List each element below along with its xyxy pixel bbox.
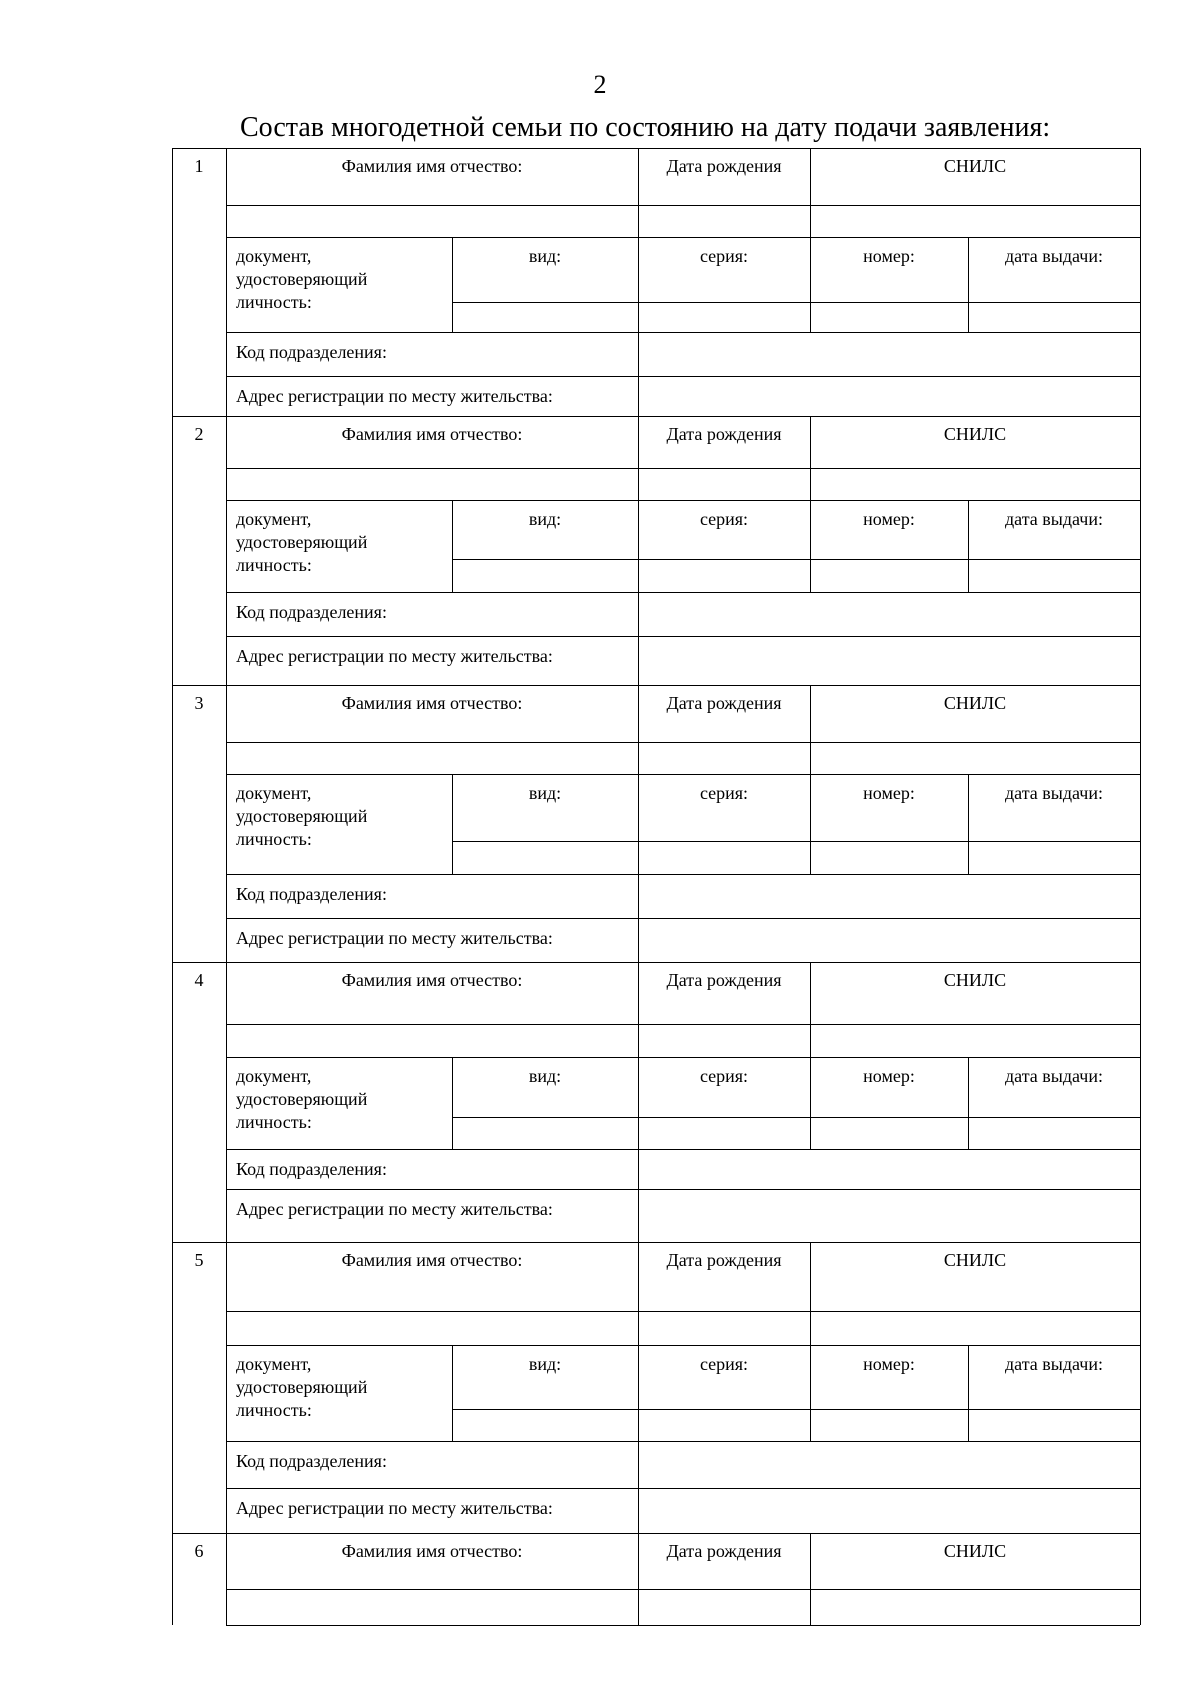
number-column-border: [226, 1242, 227, 1533]
issue-date-label: дата выдачи:: [1005, 1066, 1103, 1086]
fio-input[interactable]: [227, 206, 637, 236]
doc-type-label: вид:: [528, 509, 562, 529]
series-label: серия:: [699, 783, 749, 803]
page-bottom-border: [226, 1625, 1140, 1626]
issue-date-label: дата выдачи:: [1005, 509, 1103, 529]
block-right-border: [1140, 148, 1141, 416]
number-column-border: [226, 962, 227, 1242]
birth-date-label: Дата рождения: [666, 156, 782, 176]
snils-label: СНИЛС: [943, 424, 1007, 444]
address-input[interactable]: [639, 1190, 1139, 1241]
doc-label-line3: личность:: [236, 829, 312, 849]
series-input[interactable]: [639, 303, 809, 331]
issue-date-input[interactable]: [969, 303, 1139, 331]
address-label: Адрес регистрации по месту жительства:: [236, 1199, 553, 1219]
division-code-label: Код подразделения:: [236, 342, 387, 362]
block-left-border: [172, 416, 173, 685]
fio-label: Фамилия имя отчество:: [341, 424, 523, 444]
doc-label-line3: личность:: [236, 1112, 312, 1132]
fio-label: Фамилия имя отчество:: [341, 156, 523, 176]
doc-label-line1: документ,: [236, 509, 312, 529]
birth-date-label: Дата рождения: [666, 693, 782, 713]
doc-label-line2: удостоверяющий: [236, 1377, 368, 1397]
issue-date-label: дата выдачи:: [1005, 783, 1103, 803]
doc-label-line3: личность:: [236, 555, 312, 575]
snils-input[interactable]: [811, 1025, 1139, 1056]
fio-value-divider: [226, 1057, 1140, 1058]
division-code-label: Код подразделения:: [236, 602, 387, 622]
member-number: 5: [194, 1250, 204, 1270]
fio-value-divider: [226, 237, 1140, 238]
block-top-border: [172, 416, 1140, 417]
division-code-input[interactable]: [639, 875, 1139, 917]
fio-value-divider: [226, 1345, 1140, 1346]
form-title: Состав многодетной семьи по состоянию на дату подачи заявления:: [240, 112, 1051, 143]
doc-label-line2: удостоверяющий: [236, 1089, 368, 1109]
doc-label-line1: документ,: [236, 1066, 312, 1086]
number-label: номер:: [863, 509, 915, 529]
block-left-border: [172, 1242, 173, 1533]
fio-input[interactable]: [227, 1590, 637, 1624]
series-input[interactable]: [639, 1118, 809, 1148]
fio-label: Фамилия имя отчество:: [341, 1541, 523, 1561]
number-label: номер:: [863, 783, 915, 803]
member-number: 6: [194, 1541, 204, 1561]
block-right-border: [1140, 1242, 1141, 1533]
doc-type-label: вид:: [528, 1354, 562, 1374]
issue-date-label: дата выдачи:: [1005, 246, 1103, 266]
series-label: серия:: [699, 246, 749, 266]
birth-date-label: Дата рождения: [666, 424, 782, 444]
series-label: серия:: [699, 509, 749, 529]
fio-label: Фамилия имя отчество:: [341, 1250, 523, 1270]
issue-date-input[interactable]: [969, 842, 1139, 873]
snils-input[interactable]: [811, 1590, 1139, 1624]
doc-type-label: вид:: [528, 246, 562, 266]
division-code-label: Код подразделения:: [236, 1451, 387, 1471]
member-number: 2: [194, 424, 204, 444]
snils-label: СНИЛС: [943, 693, 1007, 713]
address-label: Адрес регистрации по месту жительства:: [236, 928, 553, 948]
division-code-input[interactable]: [639, 333, 1139, 375]
doc-number-input[interactable]: [811, 1118, 967, 1148]
number-column-border: [226, 416, 227, 685]
member-number: 3: [194, 693, 204, 713]
snils-label: СНИЛС: [943, 1250, 1007, 1270]
series-input[interactable]: [639, 560, 809, 591]
block-right-border: [1140, 1533, 1141, 1625]
division-code-label: Код подразделения:: [236, 884, 387, 904]
division-code-input[interactable]: [639, 593, 1139, 635]
doc-label-line1: документ,: [236, 783, 312, 803]
birth-date-input[interactable]: [639, 206, 809, 236]
doc-label-line3: личность:: [236, 1400, 312, 1420]
fio-value-divider: [226, 500, 1140, 501]
doc-type-input[interactable]: [453, 1410, 637, 1440]
address-input[interactable]: [639, 377, 1139, 415]
address-input[interactable]: [639, 1489, 1139, 1532]
doc-type-label: вид:: [528, 783, 562, 803]
block-right-border: [1140, 685, 1141, 962]
doc-label-line2: удостоверяющий: [236, 269, 368, 289]
birth-date-input[interactable]: [639, 1312, 809, 1344]
doc-type-input[interactable]: [453, 303, 637, 331]
number-label: номер:: [863, 1354, 915, 1374]
block-top-border: [172, 148, 1140, 149]
birth-date-label: Дата рождения: [666, 1541, 782, 1561]
issue-date-input[interactable]: [969, 1410, 1139, 1440]
series-label: серия:: [699, 1354, 749, 1374]
fio-input[interactable]: [227, 469, 637, 499]
division-code-label: Код подразделения:: [236, 1159, 387, 1179]
doc-number-input[interactable]: [811, 560, 967, 591]
issue-date-input[interactable]: [969, 560, 1139, 591]
doc-label-line3: личность:: [236, 292, 312, 312]
birth-date-input[interactable]: [639, 1590, 809, 1624]
snils-input[interactable]: [811, 1312, 1139, 1344]
doc-label-line2: удостоверяющий: [236, 806, 368, 826]
doc-label-line2: удостоверяющий: [236, 532, 368, 552]
number-column-border: [226, 685, 227, 962]
doc-type-input[interactable]: [453, 842, 637, 873]
snils-label: СНИЛС: [943, 970, 1007, 990]
series-input[interactable]: [639, 842, 809, 873]
fio-input[interactable]: [227, 743, 637, 773]
birth-date-label: Дата рождения: [666, 970, 782, 990]
division-code-input[interactable]: [639, 1442, 1139, 1487]
doc-type-label: вид:: [528, 1066, 562, 1086]
block-top-border: [172, 962, 1140, 963]
block-top-border: [172, 1533, 1140, 1534]
birth-date-input[interactable]: [639, 469, 809, 499]
snils-label: СНИЛС: [943, 156, 1007, 176]
series-input[interactable]: [639, 1410, 809, 1440]
fio-label: Фамилия имя отчество:: [341, 693, 523, 713]
series-label: серия:: [699, 1066, 749, 1086]
member-number: 1: [194, 156, 204, 176]
fio-input[interactable]: [227, 1025, 637, 1056]
block-left-border: [172, 962, 173, 1242]
block-right-border: [1140, 416, 1141, 685]
issue-date-label: дата выдачи:: [1005, 1354, 1103, 1374]
snils-input[interactable]: [811, 206, 1139, 236]
fio-value-divider: [226, 774, 1140, 775]
fio-label: Фамилия имя отчество:: [341, 970, 523, 990]
block-top-border: [172, 1242, 1140, 1243]
issue-date-input[interactable]: [969, 1118, 1139, 1148]
doc-label-line1: документ,: [236, 246, 312, 266]
division-code-input[interactable]: [639, 1150, 1139, 1188]
block-top-border: [172, 685, 1140, 686]
number-label: номер:: [863, 1066, 915, 1086]
snils-input[interactable]: [811, 469, 1139, 499]
address-label: Адрес регистрации по месту жительства:: [236, 646, 553, 666]
address-label: Адрес регистрации по месту жительства:: [236, 386, 553, 406]
doc-label-line1: документ,: [236, 1354, 312, 1374]
doc-number-input[interactable]: [811, 842, 967, 873]
block-left-border: [172, 685, 173, 962]
block-right-border: [1140, 962, 1141, 1242]
member-number: 4: [194, 970, 204, 990]
snils-input[interactable]: [811, 743, 1139, 773]
doc-number-input[interactable]: [811, 303, 967, 331]
page-number: 2: [593, 70, 607, 99]
address-label: Адрес регистрации по месту жительства:: [236, 1498, 553, 1518]
doc-type-input[interactable]: [453, 1118, 637, 1148]
doc-type-input[interactable]: [453, 560, 637, 591]
block-left-border: [172, 148, 173, 416]
doc-number-input[interactable]: [811, 1410, 967, 1440]
birth-date-input[interactable]: [639, 743, 809, 773]
number-label: номер:: [863, 246, 915, 266]
birth-date-input[interactable]: [639, 1025, 809, 1056]
snils-label: СНИЛС: [943, 1541, 1007, 1561]
address-input[interactable]: [639, 637, 1139, 684]
address-input[interactable]: [639, 919, 1139, 961]
birth-date-label: Дата рождения: [666, 1250, 782, 1270]
fio-input[interactable]: [227, 1312, 637, 1344]
